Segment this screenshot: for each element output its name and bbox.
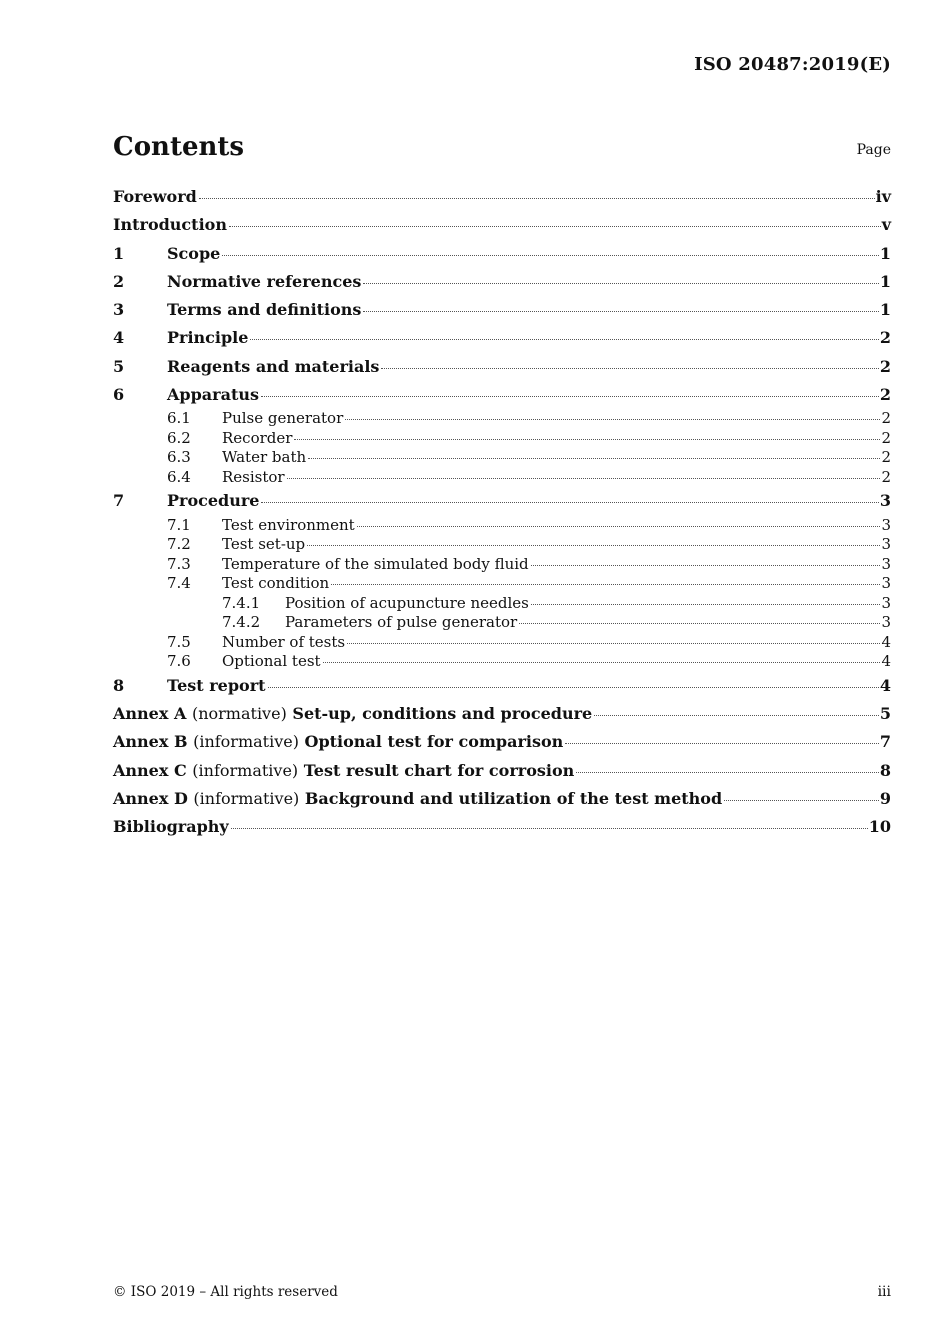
clause-number: 6 bbox=[113, 385, 125, 405]
toc-subentry-7-4[interactable] bbox=[113, 574, 891, 594]
dot-leader bbox=[307, 545, 880, 546]
toc-entry-page: 3 bbox=[881, 574, 891, 593]
dot-leader bbox=[531, 565, 881, 566]
subclause-number: 6.3 bbox=[167, 448, 191, 467]
toc-entry-clause-8[interactable] bbox=[113, 672, 891, 700]
toc-entry-title: Recorder bbox=[222, 428, 293, 447]
toc-entry-page: 9 bbox=[879, 788, 891, 808]
toc-entry-page: v bbox=[881, 215, 891, 235]
dot-leader bbox=[531, 604, 881, 605]
document-id: ISO 20487:2019(E) bbox=[694, 54, 891, 75]
clause-number: 8 bbox=[113, 675, 125, 695]
subclause-number: 7.2 bbox=[167, 535, 191, 554]
toc-entry-introduction[interactable] bbox=[113, 211, 891, 239]
toc-entry-title: Foreword bbox=[113, 187, 197, 206]
clause-number: 5 bbox=[113, 356, 125, 376]
toc-entry-page: 2 bbox=[881, 409, 891, 428]
subclause-number: 6.2 bbox=[167, 428, 191, 447]
clause-number: 4 bbox=[113, 328, 125, 348]
dot-leader bbox=[231, 828, 868, 829]
toc-entry-title: Test condition bbox=[222, 574, 330, 593]
subclause-number: 7.3 bbox=[167, 554, 191, 573]
dot-leader bbox=[724, 800, 879, 801]
toc-entry-clause-3[interactable] bbox=[113, 296, 891, 324]
toc-entry-title: Water bath bbox=[222, 448, 307, 467]
toc-subentry-7-2[interactable] bbox=[113, 535, 891, 555]
annex-type: (informative) bbox=[193, 788, 300, 808]
toc-entry-title: Optional test bbox=[222, 652, 321, 671]
toc-entry-annex-a[interactable] bbox=[113, 700, 891, 728]
toc-entry-title: Number of tests bbox=[222, 632, 346, 651]
toc-entry-page: 3 bbox=[879, 491, 891, 511]
toc-entry-page: 1 bbox=[879, 271, 891, 291]
toc-entry-clause-4[interactable] bbox=[113, 324, 891, 352]
copyright-notice: © ISO 2019 – All rights reserved bbox=[113, 1284, 338, 1300]
page-column-label: Page bbox=[856, 142, 891, 158]
toc-entry-title: Test result chart for corrosion bbox=[303, 760, 575, 780]
annex-label: Annex C bbox=[113, 760, 187, 780]
toc-entry-clause-5[interactable] bbox=[113, 353, 891, 381]
annex-type: (informative) bbox=[192, 760, 299, 780]
toc-subentry-6-2[interactable] bbox=[113, 429, 891, 449]
annex-label: Annex A bbox=[113, 703, 187, 723]
annex-title-group bbox=[113, 728, 563, 756]
dot-leader bbox=[363, 311, 878, 312]
toc-entry-title: Normative references bbox=[167, 271, 362, 291]
toc-entry-page: 7 bbox=[879, 732, 891, 752]
subclause-number: 7.6 bbox=[167, 652, 191, 671]
subclause-number: 7.4.2 bbox=[222, 613, 261, 632]
subclause-number: 6.4 bbox=[167, 467, 191, 486]
toc-entry-bibliography[interactable] bbox=[113, 813, 891, 841]
table-of-contents bbox=[113, 183, 891, 841]
toc-entry-clause-1[interactable] bbox=[113, 240, 891, 268]
toc-subentry-7-5[interactable] bbox=[113, 633, 891, 653]
dot-leader bbox=[268, 687, 879, 688]
dot-leader bbox=[594, 715, 879, 716]
toc-entry-annex-c[interactable] bbox=[113, 757, 891, 785]
dot-leader bbox=[331, 584, 880, 585]
toc-entry-title: Optional test for comparison bbox=[304, 732, 564, 752]
annex-type: (normative) bbox=[191, 703, 287, 723]
page-footer bbox=[113, 1284, 891, 1304]
toc-entry-page: 1 bbox=[879, 300, 891, 320]
dot-leader bbox=[381, 368, 878, 369]
toc-subentry-7-4-2[interactable] bbox=[113, 613, 891, 633]
toc-entry-page: 3 bbox=[881, 613, 891, 632]
toc-subentry-6-4[interactable] bbox=[113, 468, 891, 488]
toc-entry-page: 2 bbox=[881, 467, 891, 486]
toc-subentry-6-1[interactable] bbox=[113, 409, 891, 429]
toc-entry-title: Scope bbox=[167, 243, 221, 263]
toc-entry-page: 4 bbox=[881, 632, 891, 651]
toc-entry-title: Test environment bbox=[222, 515, 355, 534]
toc-entry-title: Procedure bbox=[167, 491, 260, 511]
toc-entry-page: 2 bbox=[879, 356, 891, 376]
subclause-number: 7.4.1 bbox=[222, 593, 261, 612]
toc-entry-title: Background and utilization of the test method bbox=[304, 788, 723, 808]
toc-entry-title: Parameters of pulse generator bbox=[285, 613, 518, 632]
toc-subentry-7-1[interactable] bbox=[113, 516, 891, 536]
toc-subentry-7-4-1[interactable] bbox=[113, 594, 891, 614]
page-number: iii bbox=[877, 1284, 891, 1300]
toc-entry-annex-d[interactable] bbox=[113, 785, 891, 813]
toc-subentry-7-6[interactable] bbox=[113, 652, 891, 672]
toc-entry-page: 5 bbox=[879, 703, 891, 723]
toc-entry-title: Pulse generator bbox=[222, 409, 344, 428]
toc-entry-page: 1 bbox=[879, 243, 891, 263]
dot-leader bbox=[261, 502, 878, 503]
subclause-number: 7.5 bbox=[167, 632, 191, 651]
toc-entry-title: Terms and definitions bbox=[167, 300, 362, 320]
toc-subentry-6-3[interactable] bbox=[113, 448, 891, 468]
toc-entry-foreword[interactable] bbox=[113, 183, 891, 211]
toc-entry-title: Apparatus bbox=[167, 385, 259, 405]
toc-entry-title: Set-up, conditions and procedure bbox=[292, 703, 593, 723]
toc-entry-page: 2 bbox=[881, 428, 891, 447]
toc-entry-clause-7[interactable] bbox=[113, 487, 891, 515]
dot-leader bbox=[347, 643, 880, 644]
annex-label: Annex B bbox=[113, 732, 188, 752]
annex-title-group bbox=[113, 757, 574, 785]
toc-entry-page: 2 bbox=[881, 448, 891, 467]
toc-entry-title: Test report bbox=[167, 675, 266, 695]
dot-leader bbox=[222, 255, 879, 256]
subclause-number: 7.1 bbox=[167, 515, 191, 534]
toc-entry-page: 8 bbox=[879, 760, 891, 780]
toc-entry-page: 3 bbox=[881, 554, 891, 573]
toc-entry-title: Position of acupuncture needles bbox=[285, 593, 529, 612]
annex-label: Annex D bbox=[113, 788, 188, 808]
toc-entry-page: 4 bbox=[879, 675, 891, 695]
clause-number: 3 bbox=[113, 300, 125, 320]
page-title: Contents bbox=[113, 132, 245, 162]
toc-entry-title: Resistor bbox=[222, 467, 285, 486]
toc-entry-page: 2 bbox=[879, 385, 891, 405]
annex-title-group bbox=[113, 700, 592, 728]
toc-entry-page: 3 bbox=[881, 535, 891, 554]
toc-entry-page: 10 bbox=[868, 817, 891, 837]
toc-entry-title: Temperature of the simulated body fluid bbox=[222, 554, 529, 573]
toc-entry-title: Introduction bbox=[113, 215, 227, 235]
toc-subentry-7-3[interactable] bbox=[113, 555, 891, 575]
annex-title-group bbox=[113, 785, 722, 813]
dot-leader bbox=[287, 478, 881, 479]
dot-leader bbox=[199, 198, 875, 199]
dot-leader bbox=[294, 439, 880, 440]
dot-leader bbox=[345, 419, 880, 420]
toc-entry-clause-2[interactable] bbox=[113, 268, 891, 296]
toc-entry-title: Test set-up bbox=[222, 535, 306, 554]
toc-entry-title: Bibliography bbox=[113, 817, 229, 837]
dot-leader bbox=[261, 396, 879, 397]
subclause-number: 6.1 bbox=[167, 409, 191, 428]
toc-entry-page: 3 bbox=[881, 593, 891, 612]
dot-leader bbox=[565, 743, 879, 744]
clause-number: 1 bbox=[113, 243, 125, 263]
toc-entry-page: 2 bbox=[879, 328, 891, 348]
dot-leader bbox=[323, 662, 881, 663]
dot-leader bbox=[250, 339, 878, 340]
subclause-number: 7.4 bbox=[167, 574, 191, 593]
toc-entry-page: 3 bbox=[881, 515, 891, 534]
dot-leader bbox=[519, 623, 880, 624]
toc-entry-annex-b[interactable] bbox=[113, 728, 891, 756]
toc-entry-title: Reagents and materials bbox=[167, 356, 380, 376]
dot-leader bbox=[229, 226, 881, 227]
dot-leader bbox=[576, 772, 879, 773]
clause-number: 2 bbox=[113, 271, 125, 291]
toc-header bbox=[113, 132, 891, 166]
annex-type: (informative) bbox=[193, 732, 299, 752]
dot-leader bbox=[363, 283, 878, 284]
toc-entry-clause-6[interactable] bbox=[113, 381, 891, 409]
toc-entry-page: 4 bbox=[881, 652, 891, 671]
clause-number: 7 bbox=[113, 491, 125, 511]
dot-leader bbox=[308, 458, 880, 459]
toc-entry-page: iv bbox=[875, 187, 891, 206]
toc-entry-title: Principle bbox=[167, 328, 249, 348]
dot-leader bbox=[357, 526, 881, 527]
